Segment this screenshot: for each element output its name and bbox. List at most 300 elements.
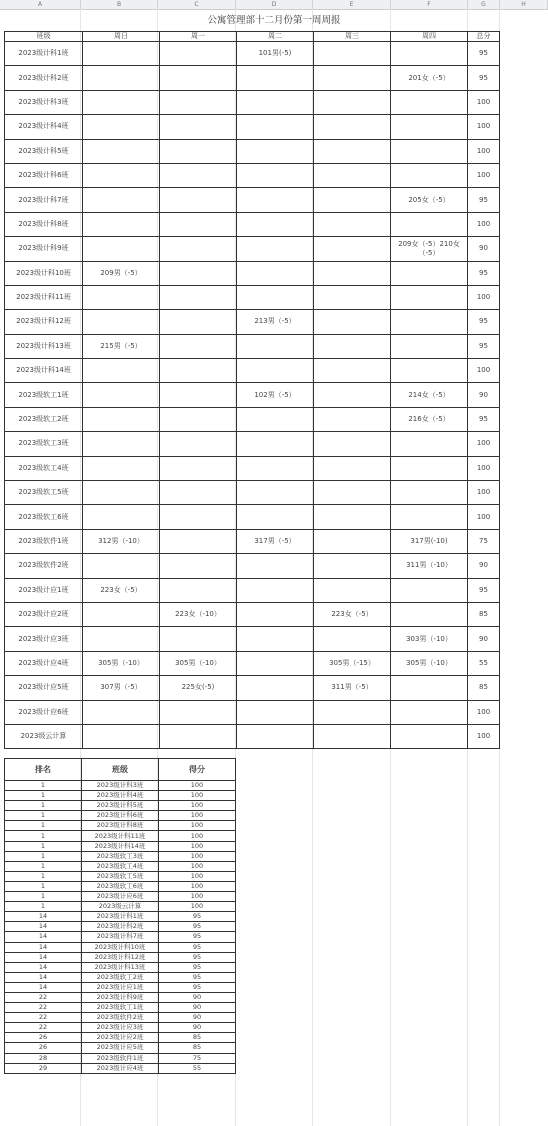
deduction-cell[interactable]: 305男（-10） <box>83 651 160 675</box>
class-name-cell[interactable]: 2023级计科8班 <box>5 212 83 236</box>
rank-cell[interactable]: 1 <box>5 801 82 811</box>
total-score-cell[interactable]: 85 <box>468 602 500 626</box>
total-score-cell[interactable]: 90 <box>468 627 500 651</box>
total-score-cell[interactable]: 100 <box>468 163 500 187</box>
ranking-score-cell[interactable]: 100 <box>159 871 236 881</box>
deduction-cell[interactable] <box>160 139 237 163</box>
ranking-score-cell[interactable]: 95 <box>159 982 236 992</box>
ranking-class-cell[interactable]: 2023级软工3班 <box>82 851 159 861</box>
deduction-cell[interactable] <box>237 188 314 212</box>
class-name-cell[interactable]: 2023级计应6班 <box>5 700 83 724</box>
deduction-cell[interactable] <box>83 188 160 212</box>
deduction-cell[interactable] <box>237 505 314 529</box>
deduction-cell[interactable] <box>314 66 391 90</box>
deduction-cell[interactable] <box>237 700 314 724</box>
deduction-cell[interactable] <box>314 285 391 309</box>
total-score-cell[interactable]: 95 <box>468 188 500 212</box>
ranking-score-cell[interactable]: 95 <box>159 962 236 972</box>
ranking-class-cell[interactable]: 2023级计应2班 <box>82 1033 159 1043</box>
deduction-cell[interactable] <box>83 700 160 724</box>
deduction-cell[interactable] <box>391 334 468 358</box>
deduction-cell[interactable] <box>83 212 160 236</box>
rank-cell[interactable]: 14 <box>5 982 82 992</box>
deduction-cell[interactable]: 209女（-5）210女（-5） <box>391 237 468 261</box>
deduction-cell[interactable] <box>160 115 237 139</box>
rank-cell[interactable]: 1 <box>5 781 82 791</box>
deduction-cell[interactable]: 209男（-5） <box>83 261 160 285</box>
deduction-cell[interactable] <box>160 432 237 456</box>
rank-cell[interactable]: 26 <box>5 1033 82 1043</box>
deduction-cell[interactable] <box>314 383 391 407</box>
deduction-cell[interactable] <box>160 163 237 187</box>
deduction-cell[interactable] <box>160 188 237 212</box>
deduction-cell[interactable] <box>314 334 391 358</box>
deduction-cell[interactable] <box>314 359 391 383</box>
ranking-class-cell[interactable]: 2023级计科9班 <box>82 992 159 1002</box>
deduction-cell[interactable] <box>237 456 314 480</box>
deduction-cell[interactable] <box>83 359 160 383</box>
ranking-class-cell[interactable]: 2023级软工6班 <box>82 881 159 891</box>
column-letter[interactable]: F <box>391 0 468 9</box>
class-name-cell[interactable]: 2023级计应3班 <box>5 627 83 651</box>
total-score-cell[interactable]: 90 <box>468 554 500 578</box>
total-score-cell[interactable]: 95 <box>468 334 500 358</box>
deduction-cell[interactable] <box>160 66 237 90</box>
rank-cell[interactable]: 22 <box>5 1023 82 1033</box>
column-letter[interactable]: H <box>500 0 548 9</box>
class-name-cell[interactable]: 2023级软工2班 <box>5 407 83 431</box>
ranking-class-cell[interactable]: 2023级计科4班 <box>82 791 159 801</box>
ranking-score-cell[interactable]: 100 <box>159 902 236 912</box>
deduction-cell[interactable] <box>160 261 237 285</box>
deduction-cell[interactable] <box>391 163 468 187</box>
class-name-cell[interactable]: 2023级计科3班 <box>5 90 83 114</box>
deduction-cell[interactable] <box>160 407 237 431</box>
rank-cell[interactable]: 1 <box>5 791 82 801</box>
ranking-score-cell[interactable]: 100 <box>159 801 236 811</box>
deduction-cell[interactable] <box>314 456 391 480</box>
deduction-cell[interactable] <box>237 66 314 90</box>
ranking-score-cell[interactable]: 95 <box>159 972 236 982</box>
ranking-score-cell[interactable]: 95 <box>159 932 236 942</box>
ranking-class-cell[interactable]: 2023级云计算 <box>82 902 159 912</box>
column-letter[interactable]: B <box>81 0 158 9</box>
rank-cell[interactable]: 1 <box>5 902 82 912</box>
deduction-cell[interactable] <box>391 432 468 456</box>
deduction-cell[interactable] <box>391 700 468 724</box>
deduction-cell[interactable]: 311男（-5） <box>314 676 391 700</box>
deduction-cell[interactable] <box>237 676 314 700</box>
deduction-cell[interactable] <box>83 285 160 309</box>
rank-cell[interactable]: 22 <box>5 1003 82 1013</box>
deduction-cell[interactable] <box>391 212 468 236</box>
deduction-cell[interactable] <box>83 237 160 261</box>
deduction-cell[interactable]: 214女（-5） <box>391 383 468 407</box>
total-score-cell[interactable]: 95 <box>468 310 500 334</box>
ranking-score-cell[interactable]: 100 <box>159 811 236 821</box>
deduction-cell[interactable] <box>83 310 160 334</box>
total-score-cell[interactable]: 95 <box>468 261 500 285</box>
rank-cell[interactable]: 14 <box>5 922 82 932</box>
deduction-cell[interactable] <box>237 602 314 626</box>
deduction-cell[interactable] <box>160 285 237 309</box>
ranking-class-cell[interactable]: 2023级计科12班 <box>82 952 159 962</box>
class-name-cell[interactable]: 2023级软工6班 <box>5 505 83 529</box>
ranking-class-cell[interactable]: 2023级计应5班 <box>82 1043 159 1053</box>
rank-cell[interactable]: 14 <box>5 952 82 962</box>
total-score-cell[interactable]: 90 <box>468 237 500 261</box>
deduction-cell[interactable] <box>160 310 237 334</box>
deduction-cell[interactable] <box>391 115 468 139</box>
ranking-score-cell[interactable]: 90 <box>159 1023 236 1033</box>
deduction-cell[interactable] <box>314 163 391 187</box>
deduction-cell[interactable]: 311男（-10） <box>391 554 468 578</box>
deduction-cell[interactable] <box>160 90 237 114</box>
ranking-class-cell[interactable]: 2023级计科14班 <box>82 841 159 851</box>
deduction-cell[interactable] <box>237 285 314 309</box>
deduction-cell[interactable] <box>83 554 160 578</box>
ranking-score-cell[interactable]: 90 <box>159 1013 236 1023</box>
deduction-cell[interactable] <box>391 310 468 334</box>
deduction-cell[interactable] <box>314 505 391 529</box>
class-name-cell[interactable]: 2023级软件2班 <box>5 554 83 578</box>
deduction-cell[interactable] <box>314 481 391 505</box>
deduction-cell[interactable] <box>160 334 237 358</box>
ranking-class-cell[interactable]: 2023级计应3班 <box>82 1023 159 1033</box>
class-name-cell[interactable]: 2023级软工5班 <box>5 481 83 505</box>
deduction-cell[interactable] <box>237 359 314 383</box>
class-name-cell[interactable]: 2023级软工1班 <box>5 383 83 407</box>
class-name-cell[interactable]: 2023级计应2班 <box>5 602 83 626</box>
ranking-row <box>5 1013 236 1023</box>
deduction-cell[interactable]: 101男(-5) <box>237 42 314 66</box>
deduction-cell[interactable]: 225女(-5) <box>160 676 237 700</box>
rank-cell[interactable]: 1 <box>5 831 82 841</box>
deduction-cell[interactable]: 223女（-5） <box>314 602 391 626</box>
rank-cell[interactable]: 1 <box>5 881 82 891</box>
deduction-cell[interactable]: 317男(-10) <box>391 529 468 553</box>
total-score-cell[interactable]: 100 <box>468 700 500 724</box>
deduction-cell[interactable] <box>237 651 314 675</box>
ranking-score-cell[interactable]: 100 <box>159 841 236 851</box>
total-score-cell[interactable]: 100 <box>468 90 500 114</box>
rank-cell[interactable]: 1 <box>5 861 82 871</box>
rank-cell[interactable]: 1 <box>5 841 82 851</box>
deduction-cell[interactable] <box>314 212 391 236</box>
deduction-cell[interactable] <box>83 66 160 90</box>
column-letter[interactable]: C <box>158 0 236 9</box>
ranking-score-cell[interactable]: 100 <box>159 861 236 871</box>
deduction-cell[interactable]: 216女（-5） <box>391 407 468 431</box>
class-name-cell[interactable]: 2023级云计算 <box>5 724 83 748</box>
deduction-cell[interactable] <box>391 724 468 748</box>
deduction-cell[interactable] <box>237 212 314 236</box>
deduction-cell[interactable] <box>160 578 237 602</box>
deduction-cell[interactable] <box>160 554 237 578</box>
rank-cell[interactable]: 14 <box>5 972 82 982</box>
ranking-class-cell[interactable]: 2023级计应1班 <box>82 982 159 992</box>
ranking-class-cell[interactable]: 2023级计科11班 <box>82 831 159 841</box>
deduction-cell[interactable] <box>391 456 468 480</box>
ranking-class-cell[interactable]: 2023级计科13班 <box>82 962 159 972</box>
deduction-cell[interactable]: 305男（-10） <box>391 651 468 675</box>
deduction-cell[interactable] <box>314 188 391 212</box>
deduction-cell[interactable] <box>160 237 237 261</box>
ranking-class-cell[interactable]: 2023级软工5班 <box>82 871 159 881</box>
deduction-cell[interactable] <box>160 724 237 748</box>
deduction-cell[interactable] <box>83 115 160 139</box>
total-score-cell[interactable]: 100 <box>468 359 500 383</box>
deduction-cell[interactable] <box>237 163 314 187</box>
total-score-cell[interactable]: 95 <box>468 407 500 431</box>
ranking-class-cell[interactable]: 2023级计科10班 <box>82 942 159 952</box>
deduction-cell[interactable]: 102男（-5） <box>237 383 314 407</box>
rank-cell[interactable]: 14 <box>5 942 82 952</box>
ranking-score-cell[interactable]: 75 <box>159 1053 236 1063</box>
deduction-cell[interactable]: 215男（-5） <box>83 334 160 358</box>
rank-cell[interactable]: 26 <box>5 1043 82 1053</box>
deduction-cell[interactable] <box>83 627 160 651</box>
deduction-cell[interactable] <box>160 212 237 236</box>
ranking-score-cell[interactable]: 85 <box>159 1033 236 1043</box>
ranking-score-cell[interactable]: 100 <box>159 881 236 891</box>
deduction-cell[interactable] <box>83 456 160 480</box>
rank-cell[interactable]: 1 <box>5 871 82 881</box>
rank-cell[interactable]: 22 <box>5 1013 82 1023</box>
rank-cell[interactable]: 14 <box>5 962 82 972</box>
class-name-cell[interactable]: 2023级计科11班 <box>5 285 83 309</box>
column-letter[interactable]: A <box>0 0 81 9</box>
deduction-cell[interactable] <box>391 602 468 626</box>
deduction-cell[interactable] <box>83 724 160 748</box>
total-score-cell[interactable]: 100 <box>468 139 500 163</box>
deduction-cell[interactable] <box>314 407 391 431</box>
deduction-cell[interactable] <box>83 407 160 431</box>
deduction-cell[interactable] <box>314 115 391 139</box>
total-score-cell[interactable]: 100 <box>468 115 500 139</box>
deduction-cell[interactable] <box>83 42 160 66</box>
deduction-cell[interactable]: 205女（-5） <box>391 188 468 212</box>
column-letter[interactable]: G <box>468 0 500 9</box>
deduction-cell[interactable] <box>314 237 391 261</box>
deduction-cell[interactable] <box>160 700 237 724</box>
total-score-cell[interactable]: 100 <box>468 505 500 529</box>
class-name-cell[interactable]: 2023级计科5班 <box>5 139 83 163</box>
rank-cell[interactable]: 14 <box>5 912 82 922</box>
ranking-class-cell[interactable]: 2023级计应4班 <box>82 1063 159 1073</box>
class-name-cell[interactable]: 2023级计科1班 <box>5 42 83 66</box>
ranking-class-cell[interactable]: 2023级计科7班 <box>82 932 159 942</box>
column-letter[interactable]: E <box>313 0 391 9</box>
deduction-cell[interactable] <box>160 359 237 383</box>
deduction-cell[interactable] <box>237 115 314 139</box>
class-name-cell[interactable]: 2023级计科6班 <box>5 163 83 187</box>
ranking-score-cell[interactable]: 95 <box>159 942 236 952</box>
total-score-cell[interactable]: 100 <box>468 456 500 480</box>
total-score-cell[interactable]: 100 <box>468 212 500 236</box>
ranking-class-cell[interactable]: 2023级软工1班 <box>82 1003 159 1013</box>
ranking-score-cell[interactable]: 100 <box>159 851 236 861</box>
class-name-cell[interactable]: 2023级计应1班 <box>5 578 83 602</box>
class-name-cell[interactable]: 2023级软工3班 <box>5 432 83 456</box>
ranking-row <box>5 811 236 821</box>
deduction-cell[interactable] <box>314 90 391 114</box>
ranking-class-cell[interactable]: 2023级计科1班 <box>82 912 159 922</box>
ranking-score-cell[interactable]: 100 <box>159 781 236 791</box>
deduction-cell[interactable] <box>83 602 160 626</box>
column-letter[interactable]: D <box>236 0 313 9</box>
deduction-cell[interactable] <box>237 578 314 602</box>
class-name-cell[interactable]: 2023级软件1班 <box>5 529 83 553</box>
ranking-score-cell[interactable]: 85 <box>159 1043 236 1053</box>
deduction-cell[interactable] <box>314 261 391 285</box>
rank-cell[interactable]: 14 <box>5 932 82 942</box>
total-score-cell[interactable]: 85 <box>468 676 500 700</box>
rank-cell[interactable]: 22 <box>5 992 82 1002</box>
rank-cell[interactable]: 1 <box>5 821 82 831</box>
deduction-cell[interactable]: 305男（-15） <box>314 651 391 675</box>
class-name-cell[interactable]: 2023级计科7班 <box>5 188 83 212</box>
deduction-cell[interactable] <box>314 529 391 553</box>
deduction-cell[interactable] <box>237 554 314 578</box>
ranking-class-cell[interactable]: 2023级计科5班 <box>82 801 159 811</box>
class-name-cell[interactable]: 2023级计应4班 <box>5 651 83 675</box>
deduction-cell[interactable] <box>237 407 314 431</box>
deduction-cell[interactable] <box>160 383 237 407</box>
deduction-cell[interactable]: 223女（-5） <box>83 578 160 602</box>
ranking-score-cell[interactable]: 100 <box>159 892 236 902</box>
deduction-cell[interactable]: 307男（-5） <box>83 676 160 700</box>
class-name-cell[interactable]: 2023级计科13班 <box>5 334 83 358</box>
deduction-cell[interactable] <box>83 90 160 114</box>
ranking-score-cell[interactable]: 100 <box>159 831 236 841</box>
ranking-class-cell[interactable]: 2023级计科6班 <box>82 811 159 821</box>
rank-cell[interactable]: 1 <box>5 811 82 821</box>
deduction-cell[interactable] <box>160 456 237 480</box>
total-score-cell[interactable]: 100 <box>468 432 500 456</box>
deduction-cell[interactable] <box>314 432 391 456</box>
total-score-cell[interactable]: 100 <box>468 724 500 748</box>
deduction-cell[interactable] <box>237 432 314 456</box>
deduction-cell[interactable] <box>83 432 160 456</box>
deduction-cell[interactable] <box>237 237 314 261</box>
class-name-cell[interactable]: 2023级计应5班 <box>5 676 83 700</box>
class-name-cell[interactable]: 2023级计科2班 <box>5 66 83 90</box>
ranking-score-cell[interactable]: 100 <box>159 821 236 831</box>
deduction-cell[interactable]: 213男（-5） <box>237 310 314 334</box>
deduction-cell[interactable] <box>391 139 468 163</box>
deduction-cell[interactable]: 317男（-5） <box>237 529 314 553</box>
deduction-cell[interactable] <box>314 724 391 748</box>
deduction-cell[interactable] <box>391 481 468 505</box>
deduction-cell[interactable]: 223女（-10） <box>160 602 237 626</box>
ranking-class-cell[interactable]: 2023级计科2班 <box>82 922 159 932</box>
deduction-cell[interactable]: 312男（-10） <box>83 529 160 553</box>
rank-cell[interactable]: 28 <box>5 1053 82 1063</box>
deduction-cell[interactable] <box>391 90 468 114</box>
total-score-cell[interactable]: 100 <box>468 285 500 309</box>
deduction-cell[interactable] <box>314 310 391 334</box>
deduction-cell[interactable] <box>160 627 237 651</box>
deduction-cell[interactable] <box>83 481 160 505</box>
deduction-cell[interactable] <box>237 334 314 358</box>
deduction-cell[interactable] <box>83 505 160 529</box>
ranking-score-cell[interactable]: 95 <box>159 922 236 932</box>
ranking-class-cell[interactable]: 2023级软件1班 <box>82 1053 159 1063</box>
deduction-cell[interactable] <box>314 139 391 163</box>
deduction-cell[interactable] <box>160 481 237 505</box>
deduction-cell[interactable] <box>160 42 237 66</box>
deduction-cell[interactable] <box>237 481 314 505</box>
total-score-cell[interactable]: 95 <box>468 578 500 602</box>
deduction-cell[interactable] <box>237 139 314 163</box>
class-name-cell[interactable]: 2023级计科10班 <box>5 261 83 285</box>
class-name-cell[interactable]: 2023级软工4班 <box>5 456 83 480</box>
deduction-cell[interactable] <box>83 383 160 407</box>
class-name-cell[interactable]: 2023级计科14班 <box>5 359 83 383</box>
ranking-class-cell[interactable]: 2023级软工4班 <box>82 861 159 871</box>
deduction-cell[interactable] <box>391 676 468 700</box>
class-name-cell[interactable]: 2023级计科4班 <box>5 115 83 139</box>
deduction-cell[interactable]: 201女（-5） <box>391 66 468 90</box>
deduction-cell[interactable] <box>160 529 237 553</box>
ranking-score-cell[interactable]: 95 <box>159 952 236 962</box>
deduction-cell[interactable] <box>83 139 160 163</box>
rank-cell[interactable]: 29 <box>5 1063 82 1073</box>
class-name-cell[interactable]: 2023级计科12班 <box>5 310 83 334</box>
deduction-cell[interactable] <box>83 163 160 187</box>
deduction-cell[interactable] <box>314 554 391 578</box>
total-score-cell[interactable]: 90 <box>468 383 500 407</box>
total-score-cell[interactable]: 95 <box>468 42 500 66</box>
ranking-score-cell[interactable]: 90 <box>159 1003 236 1013</box>
deduction-cell[interactable] <box>391 359 468 383</box>
deduction-cell[interactable]: 303男（-10） <box>391 627 468 651</box>
deduction-cell[interactable] <box>391 285 468 309</box>
ranking-class-cell[interactable]: 2023级计科8班 <box>82 821 159 831</box>
rank-cell[interactable]: 1 <box>5 892 82 902</box>
ranking-score-cell[interactable]: 95 <box>159 912 236 922</box>
ranking-score-cell[interactable]: 90 <box>159 992 236 1002</box>
deduction-cell[interactable]: 305男（-10） <box>160 651 237 675</box>
deduction-cell[interactable] <box>237 627 314 651</box>
deduction-cell[interactable] <box>237 90 314 114</box>
deduction-cell[interactable] <box>391 578 468 602</box>
rank-cell[interactable]: 1 <box>5 851 82 861</box>
deduction-cell[interactable] <box>314 700 391 724</box>
ranking-class-cell[interactable]: 2023级计应6班 <box>82 892 159 902</box>
ranking-score-cell[interactable]: 100 <box>159 791 236 801</box>
deduction-cell[interactable] <box>314 42 391 66</box>
class-name-cell[interactable]: 2023级计科9班 <box>5 237 83 261</box>
deduction-cell[interactable] <box>391 261 468 285</box>
ranking-class-cell[interactable]: 2023级软件2班 <box>82 1013 159 1023</box>
ranking-class-cell[interactable]: 2023级计科3班 <box>82 781 159 791</box>
deduction-cell[interactable] <box>237 261 314 285</box>
total-score-cell[interactable]: 100 <box>468 481 500 505</box>
deduction-cell[interactable] <box>314 578 391 602</box>
total-score-cell[interactable]: 55 <box>468 651 500 675</box>
deduction-cell[interactable] <box>314 627 391 651</box>
ranking-class-cell[interactable]: 2023级软工2班 <box>82 972 159 982</box>
total-score-cell[interactable]: 95 <box>468 66 500 90</box>
deduction-cell[interactable] <box>391 505 468 529</box>
total-score-cell[interactable]: 75 <box>468 529 500 553</box>
ranking-score-cell[interactable]: 55 <box>159 1063 236 1073</box>
deduction-cell[interactable] <box>237 724 314 748</box>
deduction-cell[interactable] <box>391 42 468 66</box>
deduction-cell[interactable] <box>160 505 237 529</box>
